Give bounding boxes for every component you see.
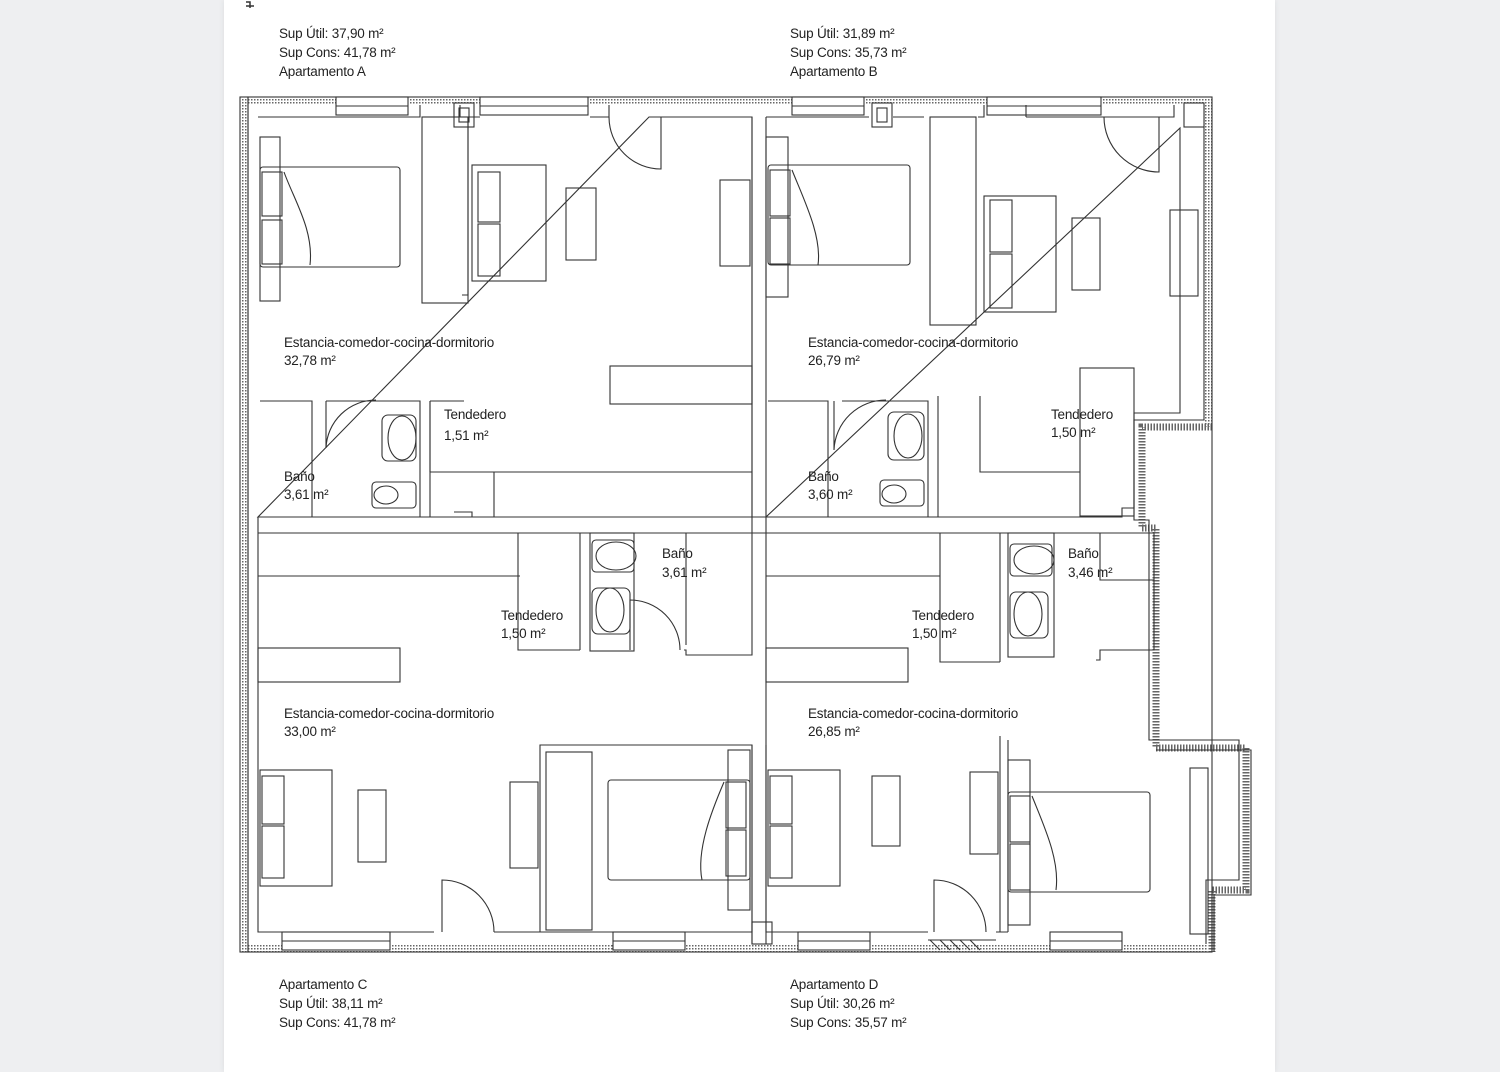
apartment-a-sup-cons: Sup Cons: 41,78 m² [279,45,396,60]
apartment-b-sup-cons: Sup Cons: 35,73 m² [790,45,907,60]
apartment-a-sup-util: Sup Útil: 37,90 m² [279,26,384,41]
apartment-b-estancia-label: Estancia-comedor-cocina-dormitorio [808,335,1019,350]
apartment-c-sup-cons: Sup Cons: 41,78 m² [279,1015,396,1030]
apartment-d-bano-area: 3,46 m² [1068,565,1113,580]
apartment-a-estancia-area: 32,78 m² [284,353,336,368]
apartment-d-estancia-area: 26,85 m² [808,724,860,739]
apartment-c-estancia-label: Estancia-comedor-cocina-dormitorio [284,706,495,721]
apartment-b-sup-util: Sup Útil: 31,89 m² [790,26,895,41]
apartment-d-tendedero-label: Tendedero [912,608,975,623]
apartment-c-bano-area: 3,61 m² [662,565,707,580]
apartment-a-tendedero-label: Tendedero [444,407,507,422]
apartment-a-tendedero-area: 1,51 m² [444,428,489,443]
apartment-a-bano-label: Baño [284,469,315,484]
apartment-c-name: Apartamento C [279,977,368,992]
apartment-b-name: Apartamento B [790,64,878,79]
apartment-b-bano-area: 3,60 m² [808,487,853,502]
apartment-a-name: Apartamento A [279,64,366,79]
apartment-b-tendedero-area: 1,50 m² [1051,425,1096,440]
apartment-c-sup-util: Sup Útil: 38,11 m² [279,996,383,1011]
apartment-b-walls [766,105,1198,517]
apartment-b-info [790,24,906,81]
apartment-a-info [279,24,395,81]
apartment-a-bano-area: 3,61 m² [284,487,329,502]
apartment-c-info [279,975,395,1032]
apartment-c-estancia-area: 33,00 m² [284,724,336,739]
apartment-a-walls [258,105,752,517]
apartment-b-estancia-area: 26,79 m² [808,353,860,368]
central-walls [258,117,1144,944]
apartment-d-sup-util: Sup Útil: 30,26 m² [790,996,895,1011]
apartment-d-bano-label: Baño [1068,546,1099,561]
apartment-b-bano-label: Baño [808,469,839,484]
drawing-sheet [224,0,1275,1072]
apartment-b-tendedero-label: Tendedero [1051,407,1114,422]
floor-plan [224,0,1275,1072]
apartment-c-bano-label: Baño [662,546,693,561]
apartment-d-info [790,975,906,1032]
sheet-corner-mark [246,2,254,8]
apartment-d-name: Apartamento D [790,977,879,992]
apartment-d-estancia-label: Estancia-comedor-cocina-dormitorio [808,706,1019,721]
apartment-a-estancia-label: Estancia-comedor-cocina-dormitorio [284,335,495,350]
apartment-c-tendedero-area: 1,50 m² [501,626,546,641]
apartment-d-sup-cons: Sup Cons: 35,57 m² [790,1015,907,1030]
apartment-c-tendedero-label: Tendedero [501,608,564,623]
apartment-d-tendedero-area: 1,50 m² [912,626,957,641]
